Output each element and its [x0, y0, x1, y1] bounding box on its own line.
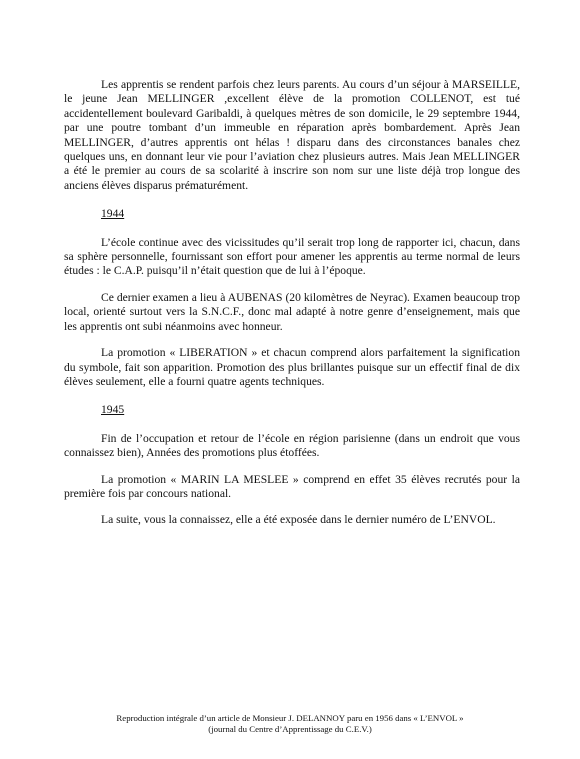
article-body: [64, 78, 520, 528]
paragraph-mellinger: Les apprentis se rendent parfois chez leurs parents. Au cours d’un séjour à MARSEILLE, le jeune Jean MELLINGER ,excellent élève de la promotion COLLENOT, est tué accidentellement boulevard Garibaldi, à quelques mètres de son domicile, le 29 septembre 1944, par une poutre tombant d’un immeuble en réparation après bombardement. Après Jean MELLINGER, d’autres apprentis ont hélas ! disparu dans des circonstances banales chez quelques uns, en donnant leur vie pour l’aviation chez plusieurs autres. Mais Jean MELLINGER a été le premier au cours de sa scolarité à inscrire son nom sur une liste déjà trop longue des anciens élèves disparus prématurément.: [64, 78, 520, 192]
year-heading-1944: 1944: [101, 207, 125, 221]
paragraph-promotion-marin-la-meslee: La promotion « MARIN LA MESLEE » comprend en effet 35 élèves recrutés pour la première fois par concours national.: [64, 472, 520, 500]
paragraph-la-suite: La suite, vous la connaissez, elle a été exposée dans le dernier numéro de L’ENVOL.: [101, 513, 496, 527]
year-heading-1945: 1945: [101, 403, 125, 417]
footer-note: [60, 713, 520, 735]
paragraph-examen-aubenas: Ce dernier examen a lieu à AUBENAS (20 kilomètres de Neyrac). Examen beaucoup trop local, orienté surtout vers la S.N.C.F., donc mal adapté à notre genre d’enseignement, mais que les apprentis ont subi néanmoins avec honneur.: [64, 290, 520, 333]
footer-line-2: (journal du Centre d’Apprentissage du C.E.V.): [208, 724, 372, 734]
paragraph-promotion-liberation: La promotion « LIBERATION » et chacun comprend alors parfaitement la signification du symbole, fait son apparition. Promotion des plus brillantes puisque sur un effectif final de dix élèves seulement, elle a fourni quatre agents techniques.: [64, 346, 520, 388]
paragraph-fin-occupation: Fin de l’occupation et retour de l’école en région parisienne (dans un endroit que vous connaissez bien), Années des promotions plus étoffées.: [64, 431, 520, 460]
footer-line-1: Reproduction intégrale d’un article de Monsieur J. DELANNOY paru en 1956 dans « L’ENVOL »: [116, 713, 464, 723]
paragraph-ecole-continue: L’école continue avec des vicissitudes qu’il serait trop long de rapporter ici, chacun, dans sa sphère personnelle, fournissant son effort pour amener les apprentis au terme normal de leurs études : le C.A.P. puisqu’il n’était question que de lui à l’époque.: [64, 235, 520, 278]
